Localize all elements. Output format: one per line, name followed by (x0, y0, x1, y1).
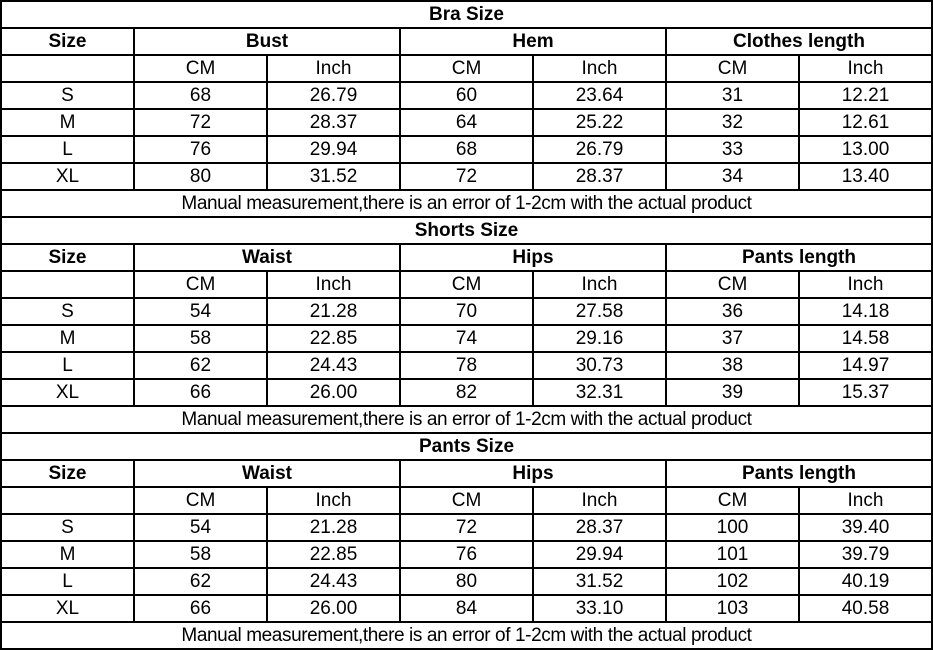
bra-size-s-value-4: 31 (666, 82, 799, 109)
pants-size-m-value-5: 39.79 (799, 541, 932, 568)
shorts-size-xl-label: XL (1, 379, 134, 406)
pants-size-title: Pants Size (1, 433, 932, 460)
pants-size-s-label: S (1, 514, 134, 541)
shorts-size-group-0: Waist (134, 244, 400, 271)
pants-size-xl-value-2: 84 (400, 595, 533, 622)
pants-size-group-1: Hips (400, 460, 666, 487)
bra-size-title: Bra Size (1, 1, 932, 28)
shorts-size-title-row (1, 217, 932, 244)
bra-size-group-1-unit-1: Inch (533, 55, 666, 82)
pants-size-m-value-3: 29.94 (533, 541, 666, 568)
bra-size-l-label: L (1, 136, 134, 163)
shorts-size-l-value-2: 78 (400, 352, 533, 379)
shorts-size-row-m (1, 325, 932, 352)
pants-size-m-value-0: 58 (134, 541, 267, 568)
pants-size-row-xl (1, 595, 932, 622)
shorts-size-xl-value-2: 82 (400, 379, 533, 406)
shorts-size-size-header: Size (1, 244, 134, 271)
shorts-size-title: Shorts Size (1, 217, 932, 244)
shorts-size-l-value-3: 30.73 (533, 352, 666, 379)
pants-size-s-value-5: 39.40 (799, 514, 932, 541)
pants-size-unit-header-row (1, 487, 932, 514)
bra-size-s-value-5: 12.21 (799, 82, 932, 109)
pants-size-xl-label: XL (1, 595, 134, 622)
pants-size-row-l (1, 568, 932, 595)
bra-size-s-value-1: 26.79 (267, 82, 400, 109)
pants-size-size-header: Size (1, 460, 134, 487)
bra-size-xl-value-2: 72 (400, 163, 533, 190)
pants-size-group-header-row (1, 460, 932, 487)
bra-size-group-1-unit-0: CM (400, 55, 533, 82)
pants-size-xl-value-1: 26.00 (267, 595, 400, 622)
bra-size-xl-value-1: 31.52 (267, 163, 400, 190)
pants-size-m-value-4: 101 (666, 541, 799, 568)
pants-size-l-value-5: 40.19 (799, 568, 932, 595)
shorts-size-m-value-3: 29.16 (533, 325, 666, 352)
bra-size-note: Manual measurement,there is an error of 1-2cm with the actual product (1, 190, 932, 217)
bra-size-row-l (1, 136, 932, 163)
bra-size-m-value-2: 64 (400, 109, 533, 136)
pants-size-xl-value-0: 66 (134, 595, 267, 622)
bra-size-xl-value-4: 34 (666, 163, 799, 190)
shorts-size-row-xl (1, 379, 932, 406)
bra-size-m-value-1: 28.37 (267, 109, 400, 136)
shorts-size-s-value-1: 21.28 (267, 298, 400, 325)
bra-size-s-label: S (1, 82, 134, 109)
bra-size-group-0-unit-0: CM (134, 55, 267, 82)
bra-size-group-1: Hem (400, 28, 666, 55)
bra-size-xl-label: XL (1, 163, 134, 190)
shorts-size-l-value-5: 14.97 (799, 352, 932, 379)
bra-size-title-row (1, 1, 932, 28)
table-shorts-size (0, 216, 933, 434)
table-bra-size (0, 0, 933, 218)
shorts-size-s-value-0: 54 (134, 298, 267, 325)
bra-size-m-value-0: 72 (134, 109, 267, 136)
shorts-size-xl-value-1: 26.00 (267, 379, 400, 406)
shorts-size-xl-value-3: 32.31 (533, 379, 666, 406)
bra-size-l-value-2: 68 (400, 136, 533, 163)
pants-size-group-1-unit-0: CM (400, 487, 533, 514)
bra-size-row-m (1, 109, 932, 136)
bra-size-s-value-3: 23.64 (533, 82, 666, 109)
shorts-size-l-label: L (1, 352, 134, 379)
shorts-size-group-2-unit-0: CM (666, 271, 799, 298)
shorts-size-row-s (1, 298, 932, 325)
pants-size-group-1-unit-1: Inch (533, 487, 666, 514)
shorts-size-m-value-5: 14.58 (799, 325, 932, 352)
pants-size-m-value-2: 76 (400, 541, 533, 568)
bra-size-row-s (1, 82, 932, 109)
pants-size-l-value-2: 80 (400, 568, 533, 595)
shorts-size-m-value-0: 58 (134, 325, 267, 352)
bra-size-m-label: M (1, 109, 134, 136)
shorts-size-group-1-unit-1: Inch (533, 271, 666, 298)
shorts-size-s-value-4: 36 (666, 298, 799, 325)
pants-size-note-row (1, 622, 932, 649)
shorts-size-l-value-1: 24.43 (267, 352, 400, 379)
shorts-size-group-0-unit-1: Inch (267, 271, 400, 298)
bra-size-m-value-5: 12.61 (799, 109, 932, 136)
shorts-size-m-value-1: 22.85 (267, 325, 400, 352)
shorts-size-group-1-unit-0: CM (400, 271, 533, 298)
shorts-size-xl-value-4: 39 (666, 379, 799, 406)
bra-size-l-value-0: 76 (134, 136, 267, 163)
shorts-size-xl-value-5: 15.37 (799, 379, 932, 406)
pants-size-group-0: Waist (134, 460, 400, 487)
shorts-size-xl-value-0: 66 (134, 379, 267, 406)
bra-size-l-value-3: 26.79 (533, 136, 666, 163)
bra-size-s-value-2: 60 (400, 82, 533, 109)
pants-size-s-value-2: 72 (400, 514, 533, 541)
pants-size-l-value-0: 62 (134, 568, 267, 595)
shorts-size-m-value-2: 74 (400, 325, 533, 352)
bra-size-group-header-row (1, 28, 932, 55)
shorts-size-group-1: Hips (400, 244, 666, 271)
pants-size-l-value-3: 31.52 (533, 568, 666, 595)
pants-size-group-0-unit-1: Inch (267, 487, 400, 514)
bra-size-l-value-5: 13.00 (799, 136, 932, 163)
pants-size-note: Manual measurement,there is an error of 1-2cm with the actual product (1, 622, 932, 649)
bra-size-xl-value-0: 80 (134, 163, 267, 190)
shorts-size-s-value-5: 14.18 (799, 298, 932, 325)
bra-size-xl-value-3: 28.37 (533, 163, 666, 190)
shorts-size-corner-cell (1, 271, 134, 298)
pants-size-group-0-unit-0: CM (134, 487, 267, 514)
shorts-size-m-value-4: 37 (666, 325, 799, 352)
pants-size-s-value-3: 28.37 (533, 514, 666, 541)
shorts-size-l-value-4: 38 (666, 352, 799, 379)
pants-size-row-s (1, 514, 932, 541)
bra-size-unit-header-row (1, 55, 932, 82)
shorts-size-note: Manual measurement,there is an error of 1-2cm with the actual product (1, 406, 932, 433)
pants-size-m-label: M (1, 541, 134, 568)
bra-size-group-0-unit-1: Inch (267, 55, 400, 82)
shorts-size-group-header-row (1, 244, 932, 271)
shorts-size-s-label: S (1, 298, 134, 325)
pants-size-m-value-1: 22.85 (267, 541, 400, 568)
shorts-size-group-2-unit-1: Inch (799, 271, 932, 298)
bra-size-xl-value-5: 13.40 (799, 163, 932, 190)
bra-size-group-2-unit-1: Inch (799, 55, 932, 82)
bra-size-note-row (1, 190, 932, 217)
pants-size-group-2-unit-1: Inch (799, 487, 932, 514)
pants-size-l-value-4: 102 (666, 568, 799, 595)
shorts-size-group-2: Pants length (666, 244, 932, 271)
bra-size-s-value-0: 68 (134, 82, 267, 109)
pants-size-row-m (1, 541, 932, 568)
table-pants-size (0, 432, 933, 650)
bra-size-size-header: Size (1, 28, 134, 55)
bra-size-group-2-unit-0: CM (666, 55, 799, 82)
bra-size-l-value-1: 29.94 (267, 136, 400, 163)
shorts-size-s-value-3: 27.58 (533, 298, 666, 325)
shorts-size-note-row (1, 406, 932, 433)
pants-size-l-value-1: 24.43 (267, 568, 400, 595)
pants-size-s-value-1: 21.28 (267, 514, 400, 541)
pants-size-s-value-4: 100 (666, 514, 799, 541)
shorts-size-l-value-0: 62 (134, 352, 267, 379)
pants-size-group-2-unit-0: CM (666, 487, 799, 514)
pants-size-xl-value-4: 103 (666, 595, 799, 622)
pants-size-title-row (1, 433, 932, 460)
bra-size-group-0: Bust (134, 28, 400, 55)
bra-size-m-value-3: 25.22 (533, 109, 666, 136)
bra-size-m-value-4: 32 (666, 109, 799, 136)
shorts-size-group-0-unit-0: CM (134, 271, 267, 298)
bra-size-row-xl (1, 163, 932, 190)
shorts-size-row-l (1, 352, 932, 379)
bra-size-l-value-4: 33 (666, 136, 799, 163)
shorts-size-unit-header-row (1, 271, 932, 298)
pants-size-l-label: L (1, 568, 134, 595)
pants-size-xl-value-3: 33.10 (533, 595, 666, 622)
bra-size-corner-cell (1, 55, 134, 82)
pants-size-xl-value-5: 40.58 (799, 595, 932, 622)
pants-size-corner-cell (1, 487, 134, 514)
shorts-size-m-label: M (1, 325, 134, 352)
shorts-size-s-value-2: 70 (400, 298, 533, 325)
pants-size-group-2: Pants length (666, 460, 932, 487)
bra-size-group-2: Clothes length (666, 28, 932, 55)
pants-size-s-value-0: 54 (134, 514, 267, 541)
